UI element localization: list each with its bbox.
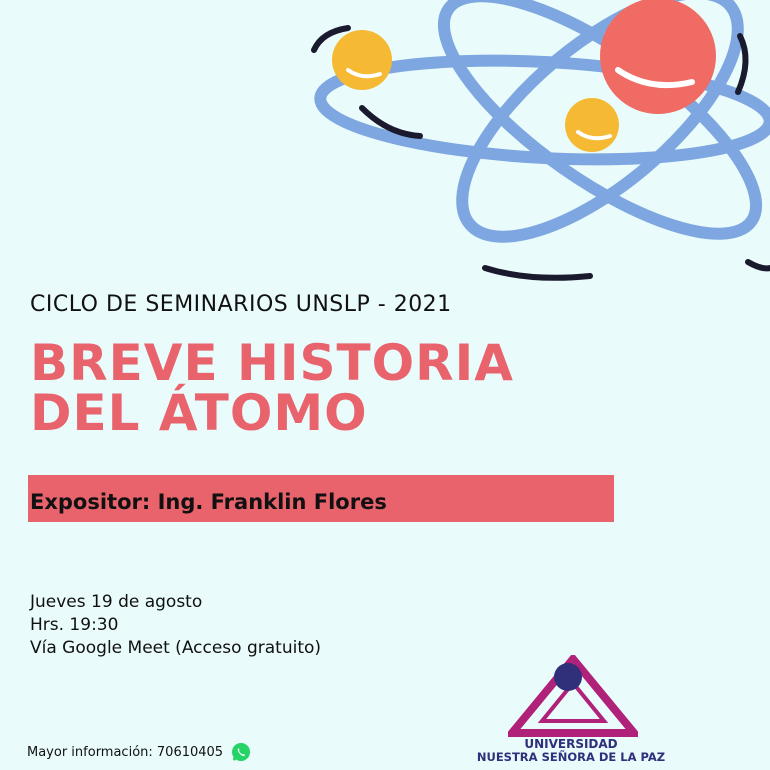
title-line-1: BREVE HISTORIA: [30, 334, 514, 392]
seminar-series-label: CICLO DE SEMINARIOS UNSLP - 2021: [30, 292, 452, 317]
university-emblem-icon: [508, 655, 638, 737]
event-date: Jueves 19 de agosto: [30, 592, 203, 612]
university-logo: [446, 655, 696, 767]
event-platform: Vía Google Meet (Acceso gratuito): [30, 638, 322, 658]
whatsapp-icon: [231, 742, 251, 762]
page-title: [30, 334, 514, 442]
speaker-text: Expositor: Ing. Franklin Flores: [30, 490, 387, 514]
university-name-line-1: UNIVERSIDAD: [524, 737, 618, 751]
contact-text: Mayor información: 70610405: [27, 744, 224, 760]
atom-illustration: [300, 0, 770, 285]
event-details: [30, 591, 321, 660]
university-name-line-2: NUESTRA SEÑORA DE LA PAZ: [476, 750, 666, 764]
contact-info: [27, 742, 251, 762]
event-time: Hrs. 19:30: [30, 615, 119, 635]
title-line-2: DEL ÁTOMO: [30, 384, 368, 442]
